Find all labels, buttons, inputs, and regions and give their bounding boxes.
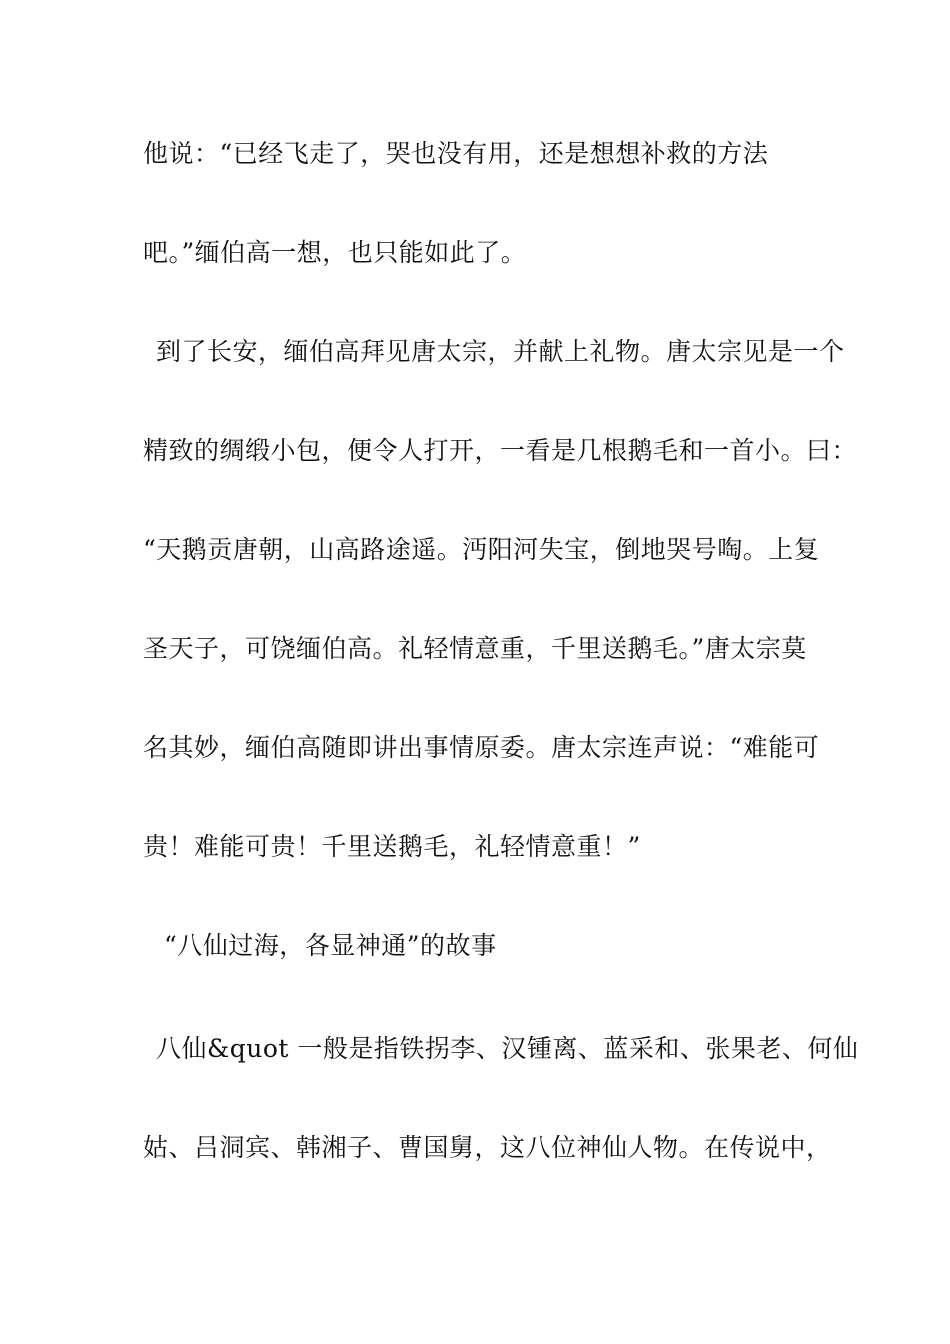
text-line: 圣天子，可饶缅伯高。礼轻情意重，千里送鹅毛。”唐太宗莫 bbox=[143, 634, 807, 663]
text-line: 姑、吕洞宾、韩湘子、曹国舅，这八位神仙人物。在传说中， bbox=[143, 1133, 832, 1162]
text-line: 精致的绸缎小包，便令人打开，一看是几根鹅毛和一首小。曰： bbox=[143, 436, 858, 465]
text-line: 贵！难能可贵！千里送鹅毛，礼轻情意重！” bbox=[143, 832, 641, 861]
text-line: 吧。”缅伯高一想，也只能如此了。 bbox=[143, 238, 527, 267]
section-heading: “八仙过海，各显神通”的故事 bbox=[164, 931, 497, 960]
text-line: 名其妙，缅伯高随即讲出事情原委。唐太宗连声说：“难能可 bbox=[143, 733, 820, 762]
text-line: 他说：“已经飞走了，哭也没有用，还是想想补救的方法 bbox=[143, 139, 769, 168]
text-line: 八仙&quot 一般是指铁拐李、汉锺离、蓝采和、张果老、何仙 bbox=[156, 1034, 859, 1063]
text-line: “天鹅贡唐朝，山高路途遥。沔阳河失宝，倒地哭号啕。上复 bbox=[143, 535, 820, 564]
text-line: 到了长安，缅伯高拜见唐太宗，并献上礼物。唐太宗见是一个 bbox=[156, 337, 845, 366]
